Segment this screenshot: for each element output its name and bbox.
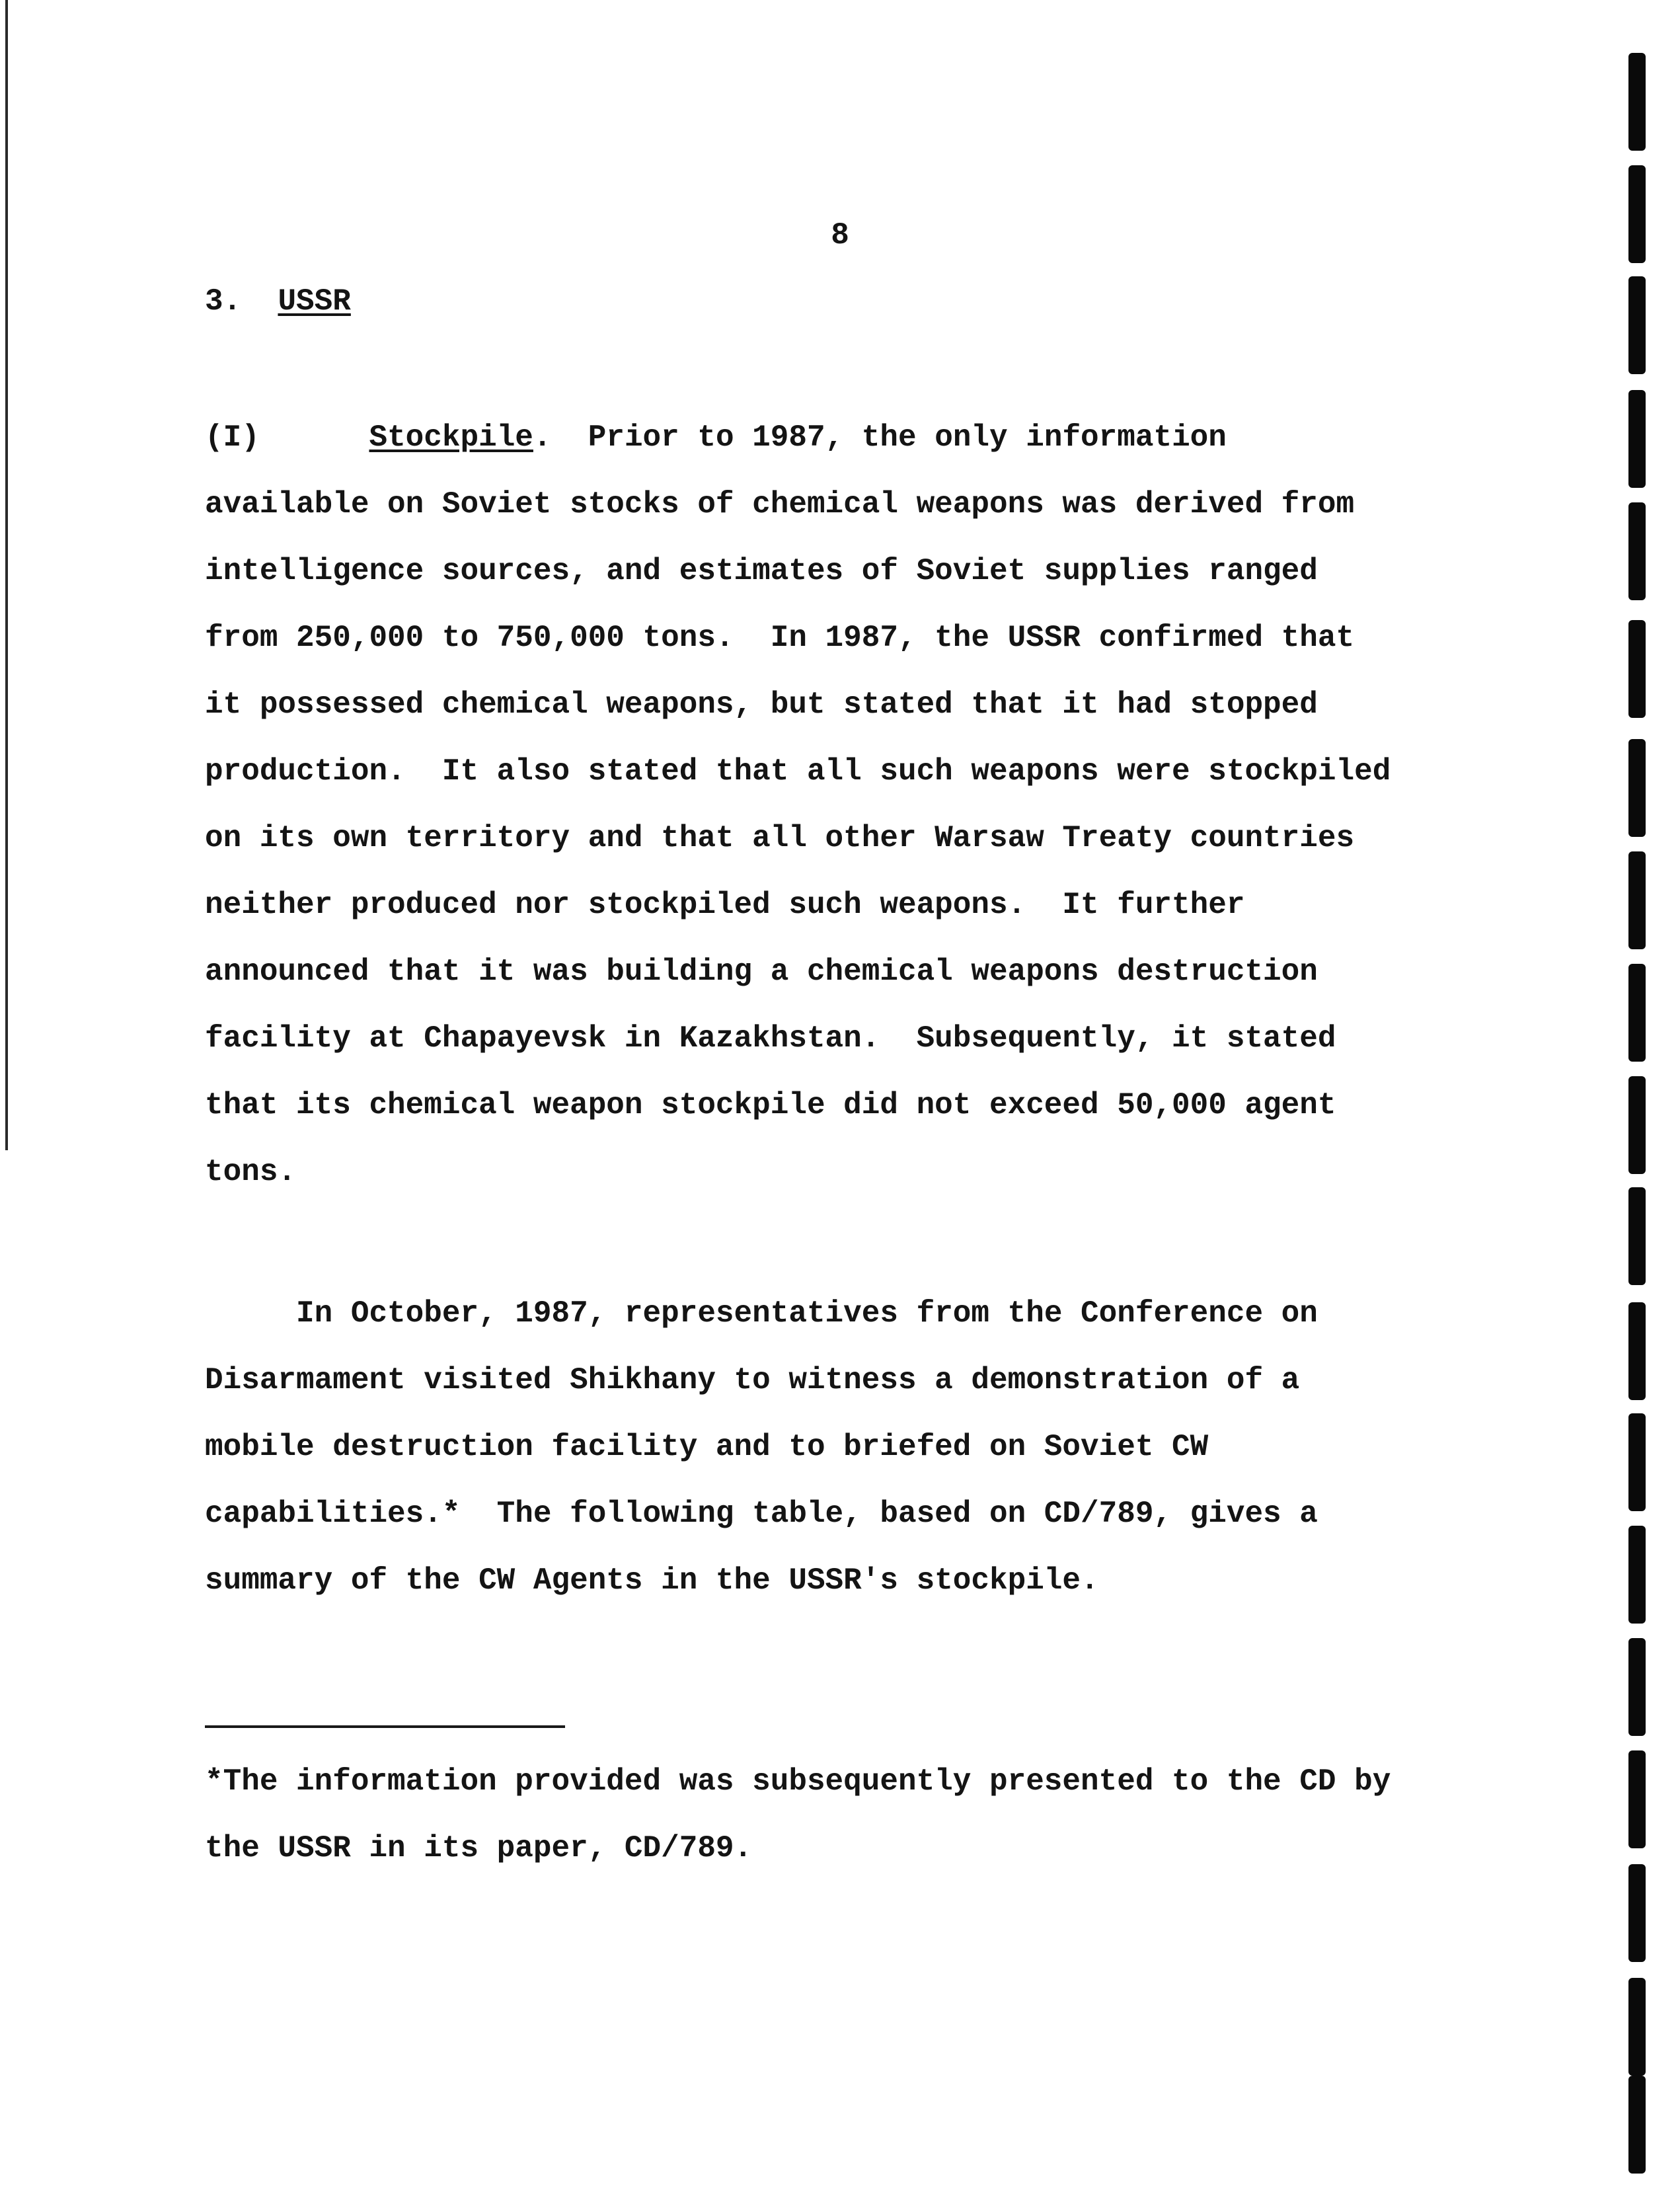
text-line-indented <box>205 1280 1540 1347</box>
text-line: announced that it was building a chemical weapons destruction <box>205 955 1318 989</box>
footnote-divider <box>205 1725 565 1728</box>
margin-bar <box>1628 390 1646 488</box>
margin-bar <box>1628 851 1646 949</box>
margin-bar <box>1628 1750 1646 1848</box>
margin-bar <box>1628 276 1646 374</box>
page-left-border <box>5 0 8 1150</box>
margin-bar <box>1628 739 1646 837</box>
text-line: it possessed chemical weapons, but stated that it had stopped <box>205 687 1318 722</box>
text-line: facility at Chapayevsk in Kazakhstan. Subsequently, it stated <box>205 1021 1336 1056</box>
paragraph-first-line <box>205 405 1540 471</box>
margin-bar <box>1628 2076 1646 2174</box>
text-line: mobile destruction facility and to briefed on Soviet CW <box>205 1430 1209 1464</box>
section-heading <box>205 284 351 319</box>
margin-bar <box>1628 53 1646 151</box>
paragraph-stockpile <box>205 405 1540 1206</box>
text-line: summary of the CW Agents in the USSR's stockpile. <box>205 1563 1099 1598</box>
text-line: on its own territory and that all other Warsaw Treaty countries <box>205 821 1355 855</box>
text-line: tons. <box>205 1155 297 1189</box>
text-line: that its chemical weapon stockpile did not exceed 50,000 agent <box>205 1088 1336 1122</box>
section-title: USSR <box>278 284 351 319</box>
margin-bar <box>1628 1187 1646 1285</box>
footnote-line: the USSR in its paper, CD/789. <box>205 1831 753 1865</box>
text-line: In October, 1987, representatives from the Conference on <box>296 1296 1318 1331</box>
margin-bar <box>1628 1302 1646 1400</box>
margin-bar <box>1628 165 1646 263</box>
paragraph-shikhany-visit <box>205 1280 1540 1614</box>
text-line: available on Soviet stocks of chemical weapons was derived from <box>205 487 1355 522</box>
text-line: . Prior to 1987, the only information <box>533 420 1227 455</box>
text-line: neither produced nor stockpiled such weapons. It further <box>205 888 1245 922</box>
text-line: capabilities.* The following table, based on CD/789, gives a <box>205 1497 1318 1531</box>
text-line: intelligence sources, and estimates of Soviet supplies ranged <box>205 554 1318 588</box>
text-line: from 250,000 to 750,000 tons. In 1987, the USSR confirmed that <box>205 621 1355 655</box>
margin-bar <box>1628 1076 1646 1174</box>
text-line: production. It also stated that all such weapons were stockpiled <box>205 754 1391 789</box>
margin-bar <box>1628 1413 1646 1511</box>
margin-bar <box>1628 964 1646 1062</box>
margin-bar <box>1628 1638 1646 1736</box>
footnote-line: *The information provided was subsequently presented to the CD by <box>205 1764 1391 1799</box>
margin-bar <box>1628 620 1646 718</box>
margin-bar <box>1628 502 1646 600</box>
paragraph-heading: Stockpile <box>369 420 533 455</box>
margin-bar <box>1628 1526 1646 1624</box>
text-line: Disarmament visited Shikhany to witness a demonstration of a <box>205 1363 1300 1397</box>
page-number: 8 <box>831 218 849 253</box>
margin-scan-bars <box>1628 53 1648 2181</box>
margin-bar <box>1628 1864 1646 1962</box>
footnote <box>205 1748 1540 1882</box>
paragraph-label: (I) <box>205 420 260 455</box>
section-number: 3. <box>205 284 242 319</box>
margin-bar <box>1628 1978 1646 2076</box>
